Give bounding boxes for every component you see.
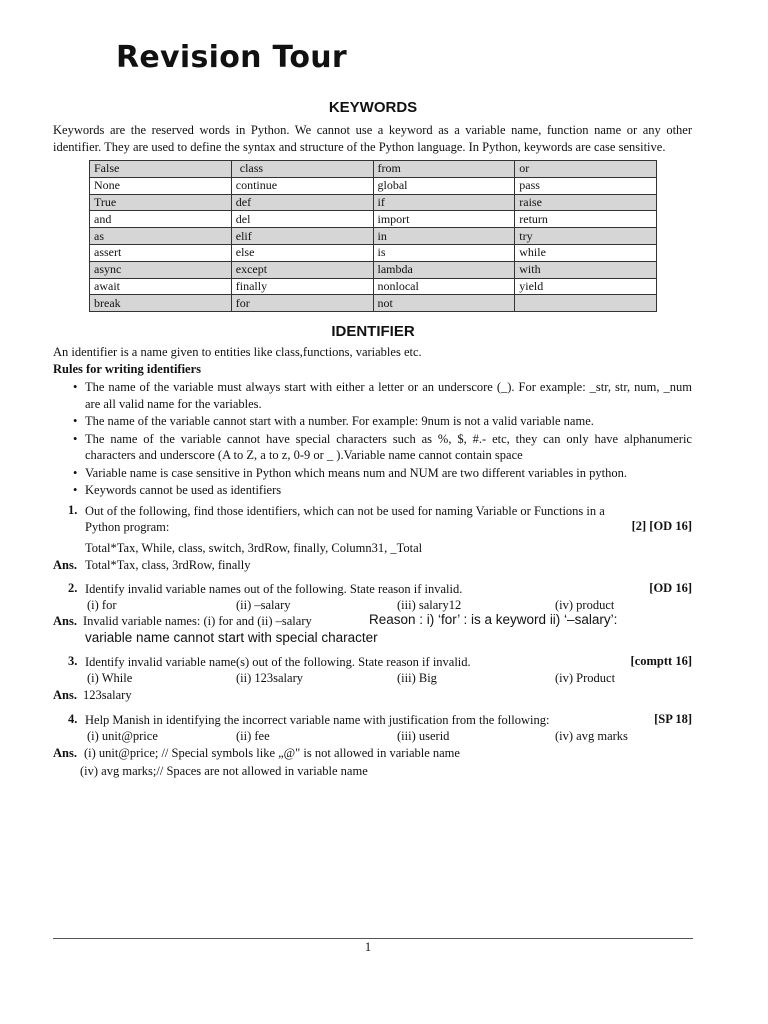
page-title: Revision Tour	[116, 40, 347, 75]
table-row	[90, 295, 657, 312]
keywords-intro: Keywords are the reserved words in Python. We cannot use a keyword as a variable name, function name or any other identifier. They are used to define the syntax and structure of the Python language. In Python, keywords are case sensitive.	[53, 123, 692, 154]
bullet-icon: •	[73, 483, 78, 497]
table-cell	[515, 295, 657, 312]
bullet-icon: •	[73, 431, 78, 446]
bullet-icon: •	[73, 414, 78, 428]
answer-label: Ans.	[53, 614, 77, 628]
table-cell: or	[515, 161, 657, 178]
keywords-table	[89, 160, 657, 312]
keywords-heading: KEYWORDS	[328, 99, 418, 116]
option: (iv) avg marks	[555, 729, 628, 743]
answer-text: Invalid variable names: (i) for and (ii) –salary	[83, 614, 312, 628]
option: (ii) fee	[236, 729, 270, 743]
table-row	[90, 211, 657, 228]
bullet-icon: •	[73, 465, 78, 480]
table-cell: def	[231, 194, 373, 211]
option: (iii) userid	[397, 729, 450, 743]
question-text: Identify invalid variable names out of the following. State reason if invalid.	[85, 582, 463, 596]
option: (iv) Product	[555, 671, 616, 685]
table-cell: is	[373, 244, 515, 261]
table-row	[90, 177, 657, 194]
option: (i) unit@price	[87, 729, 158, 743]
table-cell: async	[90, 261, 232, 278]
table-cell: del	[231, 211, 373, 228]
table-cell: True	[90, 194, 232, 211]
table-cell: for	[231, 295, 373, 312]
question-text: Help Manish in identifying the incorrect variable name with justification from the following:	[85, 713, 550, 727]
question-options: Total*Tax, While, class, switch, 3rdRow, finally, Column31, _Total	[85, 541, 423, 555]
footer-divider	[53, 938, 693, 939]
question-text: Identify invalid variable name(s) out of the following. State reason if invalid.	[85, 655, 471, 669]
question-tag: [comptt 16]	[630, 654, 692, 668]
table-cell: global	[373, 177, 515, 194]
table-cell: from	[373, 161, 515, 178]
answer-text: Total*Tax, class, 3rdRow, finally	[85, 558, 251, 572]
table-cell: with	[515, 261, 657, 278]
rules-heading: Rules for writing identifiers	[53, 362, 202, 376]
list-item: • The name of the variable cannot start with a number. For example: 9num is not a valid variable name.	[73, 414, 594, 428]
identifier-intro: An identifier is a name given to entities like class,functions, variables etc.	[53, 345, 422, 359]
table-row	[90, 228, 657, 245]
option: (ii) –salary	[236, 598, 291, 612]
answer-label: Ans.	[53, 688, 77, 702]
table-cell: except	[231, 261, 373, 278]
bullet-icon: •	[73, 380, 78, 394]
table-cell: break	[90, 295, 232, 312]
table-cell: nonlocal	[373, 278, 515, 295]
table-cell: pass	[515, 177, 657, 194]
question-tag: [2] [OD 16]	[631, 519, 692, 533]
option: (ii) 123salary	[236, 671, 303, 685]
answer-text: (i) unit@price; // Special symbols like „@" is not allowed in variable name	[84, 746, 460, 760]
table-cell: yield	[515, 278, 657, 295]
table-cell: assert	[90, 244, 232, 261]
option: (iii) Big	[397, 671, 437, 685]
page-number: 1	[364, 940, 372, 954]
question-number: 4.	[68, 712, 78, 726]
answer-reason-cont: variable name cannot start with special character	[85, 630, 378, 645]
table-cell: as	[90, 228, 232, 245]
question-tag: [SP 18]	[654, 712, 692, 726]
question-tag: [OD 16]	[649, 581, 692, 595]
table-cell: await	[90, 278, 232, 295]
answer-text-cont: (iv) avg marks;// Spaces are not allowed in variable name	[80, 764, 368, 778]
table-row	[90, 278, 657, 295]
question-number: 2.	[68, 581, 78, 595]
answer-label: Ans.	[53, 746, 77, 760]
list-item: • Keywords cannot be used as identifiers	[73, 483, 282, 497]
answer-text: 123salary	[83, 688, 132, 702]
option: (iii) salary12	[397, 598, 462, 612]
table-cell: else	[231, 244, 373, 261]
table-cell: while	[515, 244, 657, 261]
table-cell: in	[373, 228, 515, 245]
table-cell: elif	[231, 228, 373, 245]
table-cell: return	[515, 211, 657, 228]
answer-label: Ans.	[53, 558, 77, 572]
question-text: Out of the following, find those identifiers, which can not be used for naming Variable or Functions in a Python program:	[85, 504, 605, 534]
table-cell: finally	[231, 278, 373, 295]
answer-reason: Reason : i) ‘for’ : is a keyword ii) ‘–salary’:	[369, 612, 618, 627]
table-cell: None	[90, 177, 232, 194]
table-cell: try	[515, 228, 657, 245]
table-row	[90, 244, 657, 261]
table-cell: import	[373, 211, 515, 228]
table-row	[90, 261, 657, 278]
table-cell: continue	[231, 177, 373, 194]
option: (i) While	[87, 671, 133, 685]
table-cell: if	[373, 194, 515, 211]
table-cell: raise	[515, 194, 657, 211]
identifier-heading: IDENTIFIER	[331, 323, 415, 340]
table-cell: not	[373, 295, 515, 312]
question-number: 1.	[68, 503, 78, 517]
option: (i) for	[87, 598, 117, 612]
table-cell: and	[90, 211, 232, 228]
question-number: 3.	[68, 654, 78, 668]
list-item: • The name of the variable cannot have special characters such as %, $, #.- etc, they can only have alphanumeric characters and underscore (A to Z, a to z, 0-9 or _ ).Variable name cannot contain space	[73, 431, 692, 462]
table-cell: class	[231, 161, 373, 178]
rules-list	[53, 379, 692, 500]
table-row	[90, 194, 657, 211]
list-item: • Variable name is case sensitive in Python which means num and NUM are two different variables in python.	[73, 465, 627, 480]
table-row	[90, 161, 657, 178]
option: (iv) product	[555, 598, 615, 612]
table-cell: lambda	[373, 261, 515, 278]
table-cell: False	[90, 161, 232, 178]
list-item: • The name of the variable must always start with either a letter or an underscore (_). For example: _str, str, num, _num are all valid name for the variables.	[73, 380, 692, 411]
